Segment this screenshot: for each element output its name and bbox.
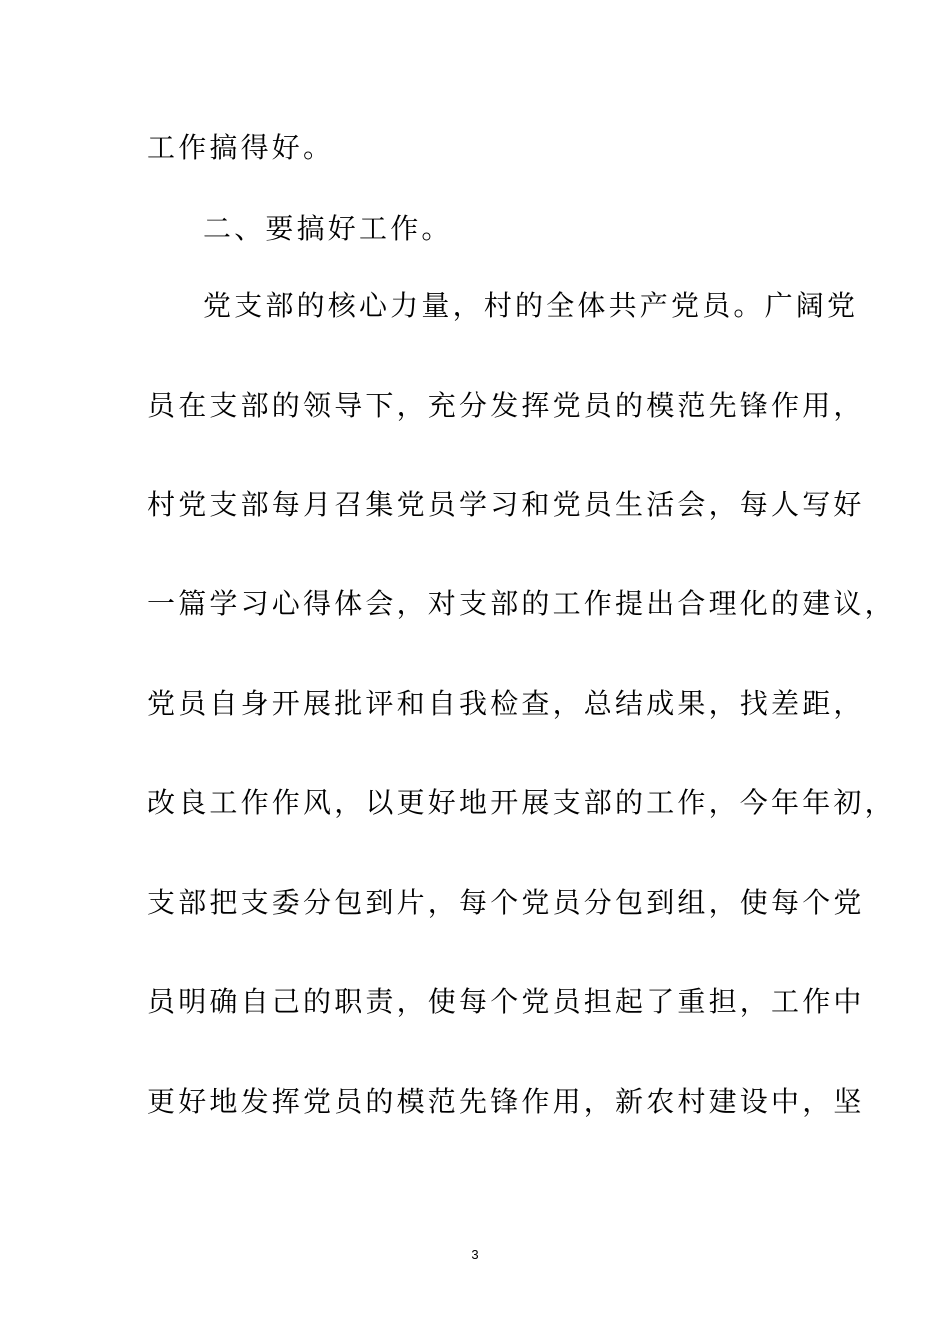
paragraph-line: 党员自身开展批评和自我检查，总结成果，找差距，: [147, 687, 865, 720]
paragraph-line: 改良工作作风，以更好地开展支部的工作，今年年初，: [147, 786, 896, 819]
paragraph-line: 党支部的核心力量，村的全体共产党员。广阔党: [203, 289, 859, 322]
page-number: 3: [471, 1247, 479, 1262]
section-heading: 二、要搞好工作。: [203, 212, 453, 245]
paragraph-line: 员明确自己的职责，使每个党员担起了重担，工作中: [147, 985, 865, 1018]
paragraph-line: 更好地发挥党员的模范先锋作用，新农村建设中，坚: [147, 1085, 865, 1118]
paragraph-line: 村党支部每月召集党员学习和党员生活会，每人写好: [147, 488, 865, 521]
paragraph-line: 支部把支委分包到片，每个党员分包到组，使每个党: [147, 886, 865, 919]
paragraph-line: 员在支部的领导下，充分发挥党员的模范先锋作用，: [147, 389, 865, 422]
paragraph-line: 一篇学习心得体会，对支部的工作提出合理化的建议，: [147, 587, 896, 620]
paragraph-line: 工作搞得好。: [147, 131, 335, 164]
